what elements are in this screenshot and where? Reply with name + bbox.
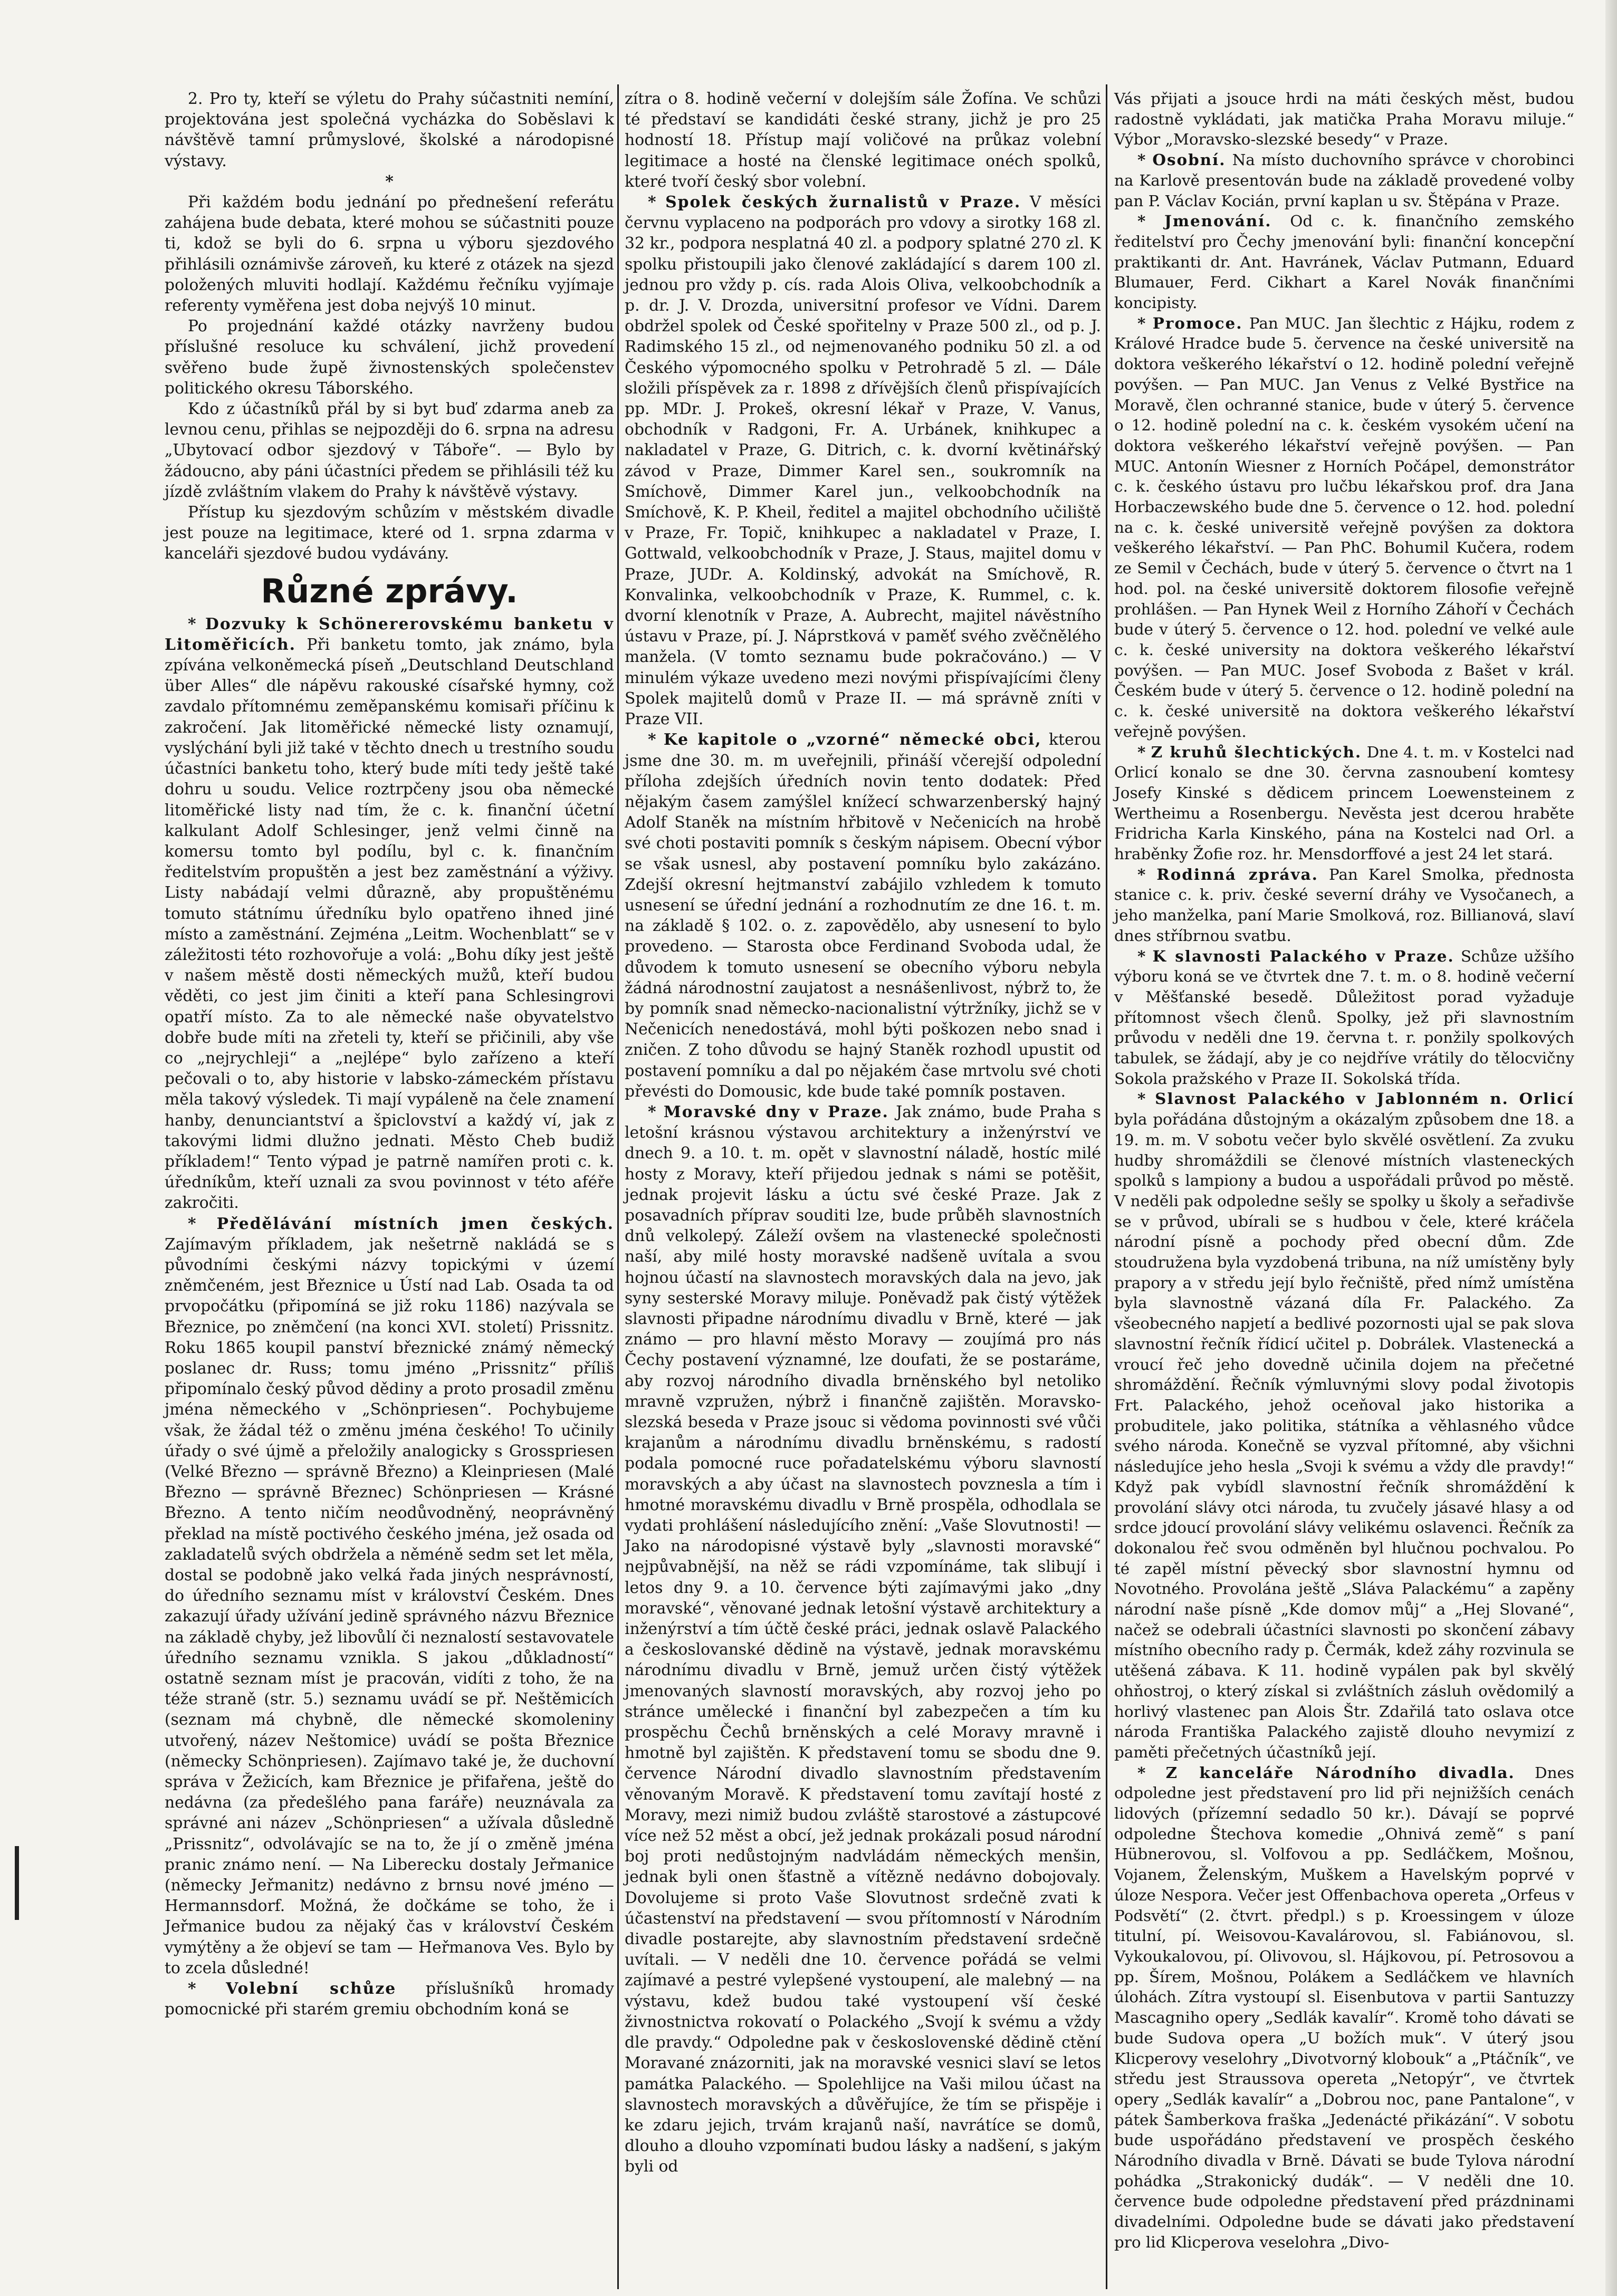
news-item bbox=[1114, 864, 1574, 946]
section-heading: Různé zprávy. bbox=[261, 571, 518, 610]
news-item bbox=[625, 729, 1101, 1102]
news-item-body: kterou jsme dne 30. m. m uveřejnili, přináší včerejší odpolední příloha zdejších úředních novin tento dodatek: Před nějakým časem zamýšlel knížecí schwarzenberský hajný Adolf Staněk na místním hřbitově v Nečenicích na hrobě své choti postaviti pomník s českým nápisem. Obecní výbor se však usnesl, aby postavení pomníku bylo zakázáno. Zdejší okresní hejtmanství zabájilo vzhledem k tomuto usnesení se úřední jednání a rozhodnutím ze dne 16. t. m. na základě § 102. o. z. zapovědělo, aby usnesení to bylo provedeno. — Starosta obce Ferdinand Svoboda udal, že důvodem k tomuto usnesení se obecního výboru nebyla žádná národnostní zaujatost a nesnášenlivost, nýbrž to, že by pomník snad německo-nacionalistní výtržníky, jichž se v Nečenicích nenedostává, mohl býti poškozen nebo snad i zničen. Z toho důvodu se hajný Staněk rozhodl upustit od postavení pomníku a dal po nějakém čase mrtvolu své choti převésti do Domousic, kde bude také pomník postaven. bbox=[625, 731, 1101, 1101]
news-item-headline: Slavnost Palackého v Jablonném n. Orlicí bbox=[1155, 1089, 1575, 1108]
separator-mark: * bbox=[385, 172, 394, 191]
news-item-headline: Jmenování. bbox=[1164, 212, 1272, 230]
news-item bbox=[1114, 150, 1574, 211]
asterisk-marker: * bbox=[188, 1980, 226, 1999]
asterisk-marker: * bbox=[648, 731, 664, 750]
news-item-headline: K slavnosti Palackého v Praze. bbox=[1152, 946, 1455, 965]
news-item-body: Dnes odpoledne jest představení pro lid při nejnižších cenách lidových (přízemní sedadlo 50 kr.). Dávají se poprvé odpoledne Štechova komedie „Ohnivá země“ s paní Hübnerovou, sl. Volfovou a pp. Sedláčkem, Mošnou, Vojanem, Želenským, Muškem a Havelským poprvé v úloze Nespora. Večer jest Offenbachova opereta „Orfeus v Podsvětí“ (2. čtvrt. předpl.) s p. Kroessingem v úloze titulní, pí. Weisovou-Kavalárovou, sl. Fabiánovou, sl. Vykoukalovou, pí. Olivovou, sl. Hájkovou, pí. Petrosovou a pp. Šírem, Mošnou, Polákem a Sedláčkem ve hlavních úlohách. Zítra vystoupí sl. Eisenbutova v partii Santuzzy Mascagniho opery „Sedlák kavalír“. Kromě toho dávati se bude Sudova opera „U božích muk“. V úterý jsou Klicperovy veselohry „Divotvorný klobouk“ a „Ptáčník“, ve středu jest Straussova opereta „Netopýr“, ve čtvrtek opery „Sedlák kavalír“ a „Dobrou noc, pane Pantalone“, v pátek Šamberkova fraška „Jedenácté přikázání“. V sobotu bude uspořádáno představení ve prospěch českého Národního divadla v Brně. Dávati se bude Tylova národní pohádka „Strakonický dudák“. — V neděli dne 10. července bude odpoledne představení před prázdninami divadelními. Odpoledne bude se dávati jako představení pro lid Klicperova veselohra „Divo- bbox=[1114, 1763, 1575, 2251]
news-item-headline: Ke kapitole o „vzorné“ německé obci, bbox=[663, 731, 1042, 750]
asterisk-marker: * bbox=[648, 193, 666, 212]
news-item-headline: Rodinná zpráva. bbox=[1156, 864, 1318, 883]
news-item-headline: Dozvuky k Schönererovskému banketu v Litoměřicích. bbox=[165, 614, 614, 654]
asterisk-marker: * bbox=[648, 1102, 664, 1121]
news-item-body: Jak známo, bude Praha s letošní krásnou výstavou architektury a inženýrství ve dnech 9. a 10. t. m. opět v slavnostní náladě, hostíc milé hosty z Moravy, kteří přijedou jednak s námi se potěšit, jednak projevit lásku a úctu své české Praze. Jak z posavadních příprav souditi lze, bude průběh slavnostních dnů velkolepý. Záleží ovšem na vlastenecké společnosti naší, aby milé hosty moravské nadšeně uvítala a svou hojnou účastí na slavnostech moravských dala na jevo, jak syny sesterské Moravy miluje. Poněvadž pak čistý výtěžek slavnosti připadne národnímu divadlu v Brně, které — jak známo — pro hlavní město Moravy — zoujímá pro nás Čechy postavení významné, lze doufati, že se postaráme, aby rozvoj národního divadla brněnského byl netoliko mravně vzpružen, nýbrž i finančně zajištěn. Moravsko-slezská beseda v Praze jsouc si vědoma povinnosti své vůči krajanům a národnímu divadlu brněnskému, s radostí podala pomocné ruce pořadatelskému výboru slavností moravských a aby účast na slavnostech povznesla a tím i hmotné moravskému divadlu v Brně prospěla, odhodlala se vydati prohlášení následujícího znění: „Vaše Slovutnosti! — Jako na národopisné výstavě byly „slavnosti moravské“ nejpůvabnější, na něž se rádi vzpomínáme, tak slibují i letos dny 9. a 10. července býti zajímavými jako „dny moravské“, věnované jednak letošní výstavě architektury a inženýrství a tím účtě české práci, jednak oslavě Palackého a českoslovanské dědině na výstavě, jednak moravskému národnímu divadlu v Brně, jemuž určen čistý výtěžek jmenovaných slavností moravských, aby rozvoj jeho po stránce umělecké i finanční byl zabezpečen a tím ku prospěchu Čechů brněnských a celé Moravy mravně i hmotně byl zajištěn. K představení tomu se sbodu dne 9. července Národní divadlo slavnostním představením věnovaným Moravě. K představení tomu zavítají hosté z Moravy, mezi nimiž budou zvláště starostové a zástupcové více než 52 měst a obcí, jež jednak prokázali posud národní boj proti nedůstojným nadvládám německých menšin, jednak byli onen šťastně a vítězně nedávno dobojovaly. Dovolujeme si proto Vaše Slovutnost srdečně zvati k účastenství na představení — svou přítomností v Národním divadle postarejte, aby slavnostním představení srdečně uvítali. — V neděli dne 10. července pořádá se velmi zajímavé a pestré vylepšené vystoupení, ale malebný — na výstavu, kdež budou také vystoupení vší české živnostnictva rokovatí o Polackého „Svojí k svému a vždy dle pravdy.“ Odpoledne pak v československé dědině ctění Moravané znázorniti, jak na moravské vesnici slaví se letos památka Palackého. — Spolehlijce na Vaši milou účast na slavnostech moravských a důvěřujíce, že tím se přispěje i ke zdaru jejich, trvám krajanů naší, navrátíce se domů, dlouho a dlouho vzpomínati budou lásky a nadšení, s jakým byli od bbox=[625, 1102, 1101, 2176]
news-item-body: Od c. k. finančního zemského ředitelství pro Čechy jmenování byli: finanční koncepční praktikanti dr. Ant. Havránek, Václav Putmann, Eduard Blumauer, Ferd. Cikhart a Karel Novák finančními koncipisty. bbox=[1114, 212, 1574, 312]
news-item-body: příslušníků hromady pomocnické při starém gremiu obchodním koná se bbox=[165, 1980, 614, 2019]
column-1 bbox=[165, 89, 614, 2020]
news-item bbox=[625, 1102, 1101, 2177]
asterisk-marker: * bbox=[1137, 150, 1153, 169]
asterisk-marker: * bbox=[1137, 864, 1157, 883]
paragraph: 2. Pro ty, kteří se výletu do Prahy súčastniti nemíní, projektována jest společná vycházka do Soběslavi k návštěvě tamní průmyslové, školské a národopisné výstavy. bbox=[165, 90, 614, 170]
paragraph: Přístup ku sjezdovým schůzím v městském divadle jest pouze na legitimace, které od 1. srpna zdarma v kanceláři sjezdové budou vydávány. bbox=[165, 503, 614, 563]
column-3 bbox=[1114, 89, 1574, 2253]
asterisk-marker: * bbox=[1137, 313, 1153, 332]
news-item-body: Pan Karel Smolka, přednosta stanice c. k. priv. české severní dráhy ve Vysočanech, a jeho manželka, paní Marie Smolková, roz. Billianová, slaví dnes stříbrnou svatbu. bbox=[1114, 865, 1575, 945]
binding-mark bbox=[15, 1846, 19, 1920]
column-divider-1 bbox=[617, 84, 619, 2289]
news-item-body: Schůze užšího výboru koná se ve čtvrtek dne 7. t. m. o 8. hodině večerní v Měšťanské besedě. Důležitost porad vyžaduje přítomnost všech členů. Spolky, jež při slavnostním průvodu v neděli dne 19. června t. r. ponžily spolkových tabulek, se žádají, aby je co nejdříve vrátily do tělocvičny Sokola pražského v Praze II. Sokolská třída. bbox=[1114, 947, 1574, 1088]
news-item bbox=[1114, 313, 1574, 742]
continued-paragraph: zítra o 8. hodině večerní v dolejším sále Žofína. Ve schůzi té představí se kandidáti české strany, jichž je pro 25 hodností 18. Přístup mají voličové na průkaz volební legitimace a hosté na členské legitimace onéch spolků, které tvoří český sbor volební. bbox=[625, 90, 1101, 191]
news-item-headline: Spolek českých žurnalistů v Praze. bbox=[665, 193, 1021, 212]
news-item bbox=[1114, 211, 1574, 313]
news-item bbox=[1114, 946, 1574, 1089]
continued-paragraph: Vás přijati a jsouce hrdi na máti českých měst, budou radostně vykládati, jak matička Praha Moravu miluje.“ Výbor „Moravsko-slezské besedy“ v Praze. bbox=[1114, 90, 1574, 149]
asterisk-marker: * bbox=[188, 1214, 217, 1233]
news-item bbox=[625, 192, 1101, 729]
news-item-headline: Volební schůze bbox=[226, 1980, 397, 1999]
page-edge bbox=[1605, 0, 1617, 2296]
news-item-body: Zajímavým příkladem, jak nešetrně nakládá se s původními českými názvy topickými v území zněmčeném, jest Březnice u Ústí nad Lab. Osada ta od prvopočátku (připomíná se již roku 1186) nazývala se Březnice, po zněmčení (na konci XVI. století) Prissnitz. Roku 1865 koupil panství březnické známý německý poslanec dr. Russ; tomu jméno „Prissnitz“ příliš připomínalo český původ dědiny a proto prosadil změnu jména německého v „Schönpriesen“. Pochybujeme však, že žádal též o změnu jména českého! To učinily úřady o své újmě a přeložily analogicky s Grosspriesen (Velké Březno — správně Březno) a Kleinpriesen (Malé Březno — správně Březnec) Schönpriesen — Krásné Březno. A tento ničím neodůvodněný, neoprávněný překlad na místě poctivého českého jména, jež osada od zakladatelů svých obdržela a něméně sedm set let měla, dostal se podobně jako velká řada jiných nesprávností, do úředního seznamu míst v království Českém. Dnes zakazují úřady užívání jedině správného názvu Březnice na základě chyby, jež libovůlí či neznalostí sestavovatele úředního seznamu vznikla. S jakou „důkladností“ ostatně seznam míst je pracován, vidíti z toho, že na téže straně (str. 5.) seznamu uvádí se př. Neštěmicích (seznam má chybně, dle německé skomoleniny utvořený, název Neštomice) uvádí se pošta Březnice (německy Schönpriesen). Zajímavo také je, že duchovní správa v Žežicích, kam Březnice je přifařena, ještě do nedávna (za předešlého pana faráře) neuznávala za správné ani název „Schönpriesen“ a užívala důsledně „Prissnitz“, odvolávajíc se na to, že jí o změně jména pranic známo není. — Na Liberecku dostaly Jeřmanice (německy Jeřmanitz) nedávno z brnsu nové jméno — Hermannsdorf. Možná, že dočkáme se toho, že i Jeřmanice budou za nějaký čas v království Českém vymýtěny a že objeví se tam — Heřmanova Ves. Bylo by to zcela důsledné! bbox=[165, 1235, 614, 1977]
news-item-body: byla pořádána důstojným a okázalým způsobem dne 18. a 19. m. m. V sobotu večer bylo skvělé osvětlení. Za zvuku hudby shromáždili se členové místních vlasteneckých spolků s lampiony a budou a uspořádali průvod po městě. V neděli pak odpoledne sešly se spolky u školy a seřadivše se v průvod, ubírali se s hudbou v čele, které kráčela národní písně a pochody před obecní dům. Zde stoudružena byla vyzdobená tribuna, na níž umístěny byly prapory a v středu její bylo řečniště, před nímž umístěna byla slavnostně vázaná díla Fr. Palackého. Za všeobecného napjetí a bedlivé pozornosti ujal se pak slova slavnostní řečník řídicí učitel p. Dobrálek. Vlastenecká a vroucí řeč jeho dovedně učinila dojem na přečetné shromáždění. Řečník výmluvnými slovy podal životopis Frt. Palackého, jehož oceňoval jako historika a probuditele, jako politika, státníka a věhlasného vůdce svého národa. Konečně se vyzval přítomné, aby všichni následujíce jeho hesla „Svoji k svému a vždy dle pravdy!“ Když pak vybídl slavnostní řečník shromáždění k provolání slávy otci národa, tu zvučely jásavé hlasy a od srdce jdoucí provolání slávy velikému oslavenci. Řečník za dokonalou řeč svou odměněn byl hlučnou pochvalou. Po té zapěl místní pěvecký sbor slavnostní hymnu od Novotného. Provolána ještě „Sláva Palackému“ a zapěny národní naše písně „Kde domov můj“ a „Hej Slované“, načež se odebrali účastníci slavnosti po skončení zábavy místního obecního rady p. Čermák, kdež záhy rozvinula se utěšená zábava. K 11. hodině vypálen pak byl skvělý ohňostroj, o který získal si zvláštních zásluh ovědomilý a horlivý vlastenec pan Alois Štr. Zdařilá tato oslava otce národa Františka Palackého zajistě dlouho nevymizí z paměti přečetných účastníků její. bbox=[1114, 1110, 1574, 1761]
news-item-headline: Moravské dny v Praze. bbox=[663, 1102, 889, 1121]
news-item-headline: Promoce. bbox=[1152, 313, 1243, 332]
news-item-headline: Z kanceláře Národního divadla. bbox=[1165, 1763, 1515, 1782]
column-divider-2 bbox=[1106, 84, 1107, 2289]
news-item-body: Pan MUC. Jan šlechtic z Hájku, rodem z Králové Hradce bude 5. července na české universitě na doktora veškerého lékařství o 12. hodině polední veřejně povýšen. — Pan MUC. Jan Venus z Velké Bystřice na Moravě, člen ochranné stanice, bude v úterý 5. července o 12. hodině polední na c. k. českém vysokém učení na doktora veškerého lékařství veřejně povýšen. — Pan MUC. Antonín Wiesner z Horních Počápel, demonstrátor c. k. českého ústavu pro lučbu lékařskou prof. dra Jana Horbaczewského bude dne 5. července o 12. hod. polední na c. k. české universitě veřejně povýšen za doktora veškerého lékařství. — Pan PhC. Bohumil Kučera, rodem ze Semil v Čechách, bude v úterý 5. července o čtvrt na 1 hod. pol. na české universitě doktorem filosofie veřejně prohlášen. — Pan Hynek Weil z Horního Záhoří v Čechách bude v úterý 5. července o 12. hod. polední ve velké aule c. k. české university na doktora veškerého lékařství povýšen. — Pan MUC. Josef Svoboda z Bašet v král. Českém bude v úterý 5. července o 12. hodině polední na c. k. české universitě na doktora veškerého lékařství veřejně povýšen. bbox=[1114, 314, 1575, 741]
news-item bbox=[165, 1214, 614, 1979]
asterisk-marker: * bbox=[1137, 742, 1151, 761]
news-item bbox=[1114, 1763, 1574, 2253]
asterisk-marker: * bbox=[1137, 212, 1164, 230]
asterisk-marker: * bbox=[1137, 1763, 1166, 1782]
column-2 bbox=[625, 89, 1101, 2177]
news-item bbox=[1114, 1089, 1574, 1762]
news-item-body: Na místo duchovního správce v chorobinci na Karlově presentován bude na základě provedené volby pan P. Václav Kocián, první kaplan u sv. Štěpána v Praze. bbox=[1114, 151, 1574, 210]
news-item-headline: Z kruhů šlechtických. bbox=[1151, 742, 1362, 761]
news-item bbox=[165, 1978, 614, 2020]
paragraph: Po projednání každé otázky navrženy budou příslušné resoluce ku schválení, jichž provedení svěřeno bude župě živnostenských společenstev politického okresu Táborského. bbox=[165, 317, 614, 398]
news-item bbox=[165, 614, 614, 1214]
news-item bbox=[1114, 742, 1574, 864]
news-item-headline: Předělávání místních jmen českých. bbox=[216, 1214, 614, 1233]
news-item-headline: Osobní. bbox=[1152, 150, 1226, 169]
news-item-body: Dne 4. t. m. v Kostelci nad Orlicí konalo se dne 30. června zasnoubení komtesy Josefy Kinské s dědicem princem Loewensteinem z Wertheimu a Rosenbergu. Nevěsta jest dcerou hraběte Fridricha Karla Kinského, pána na Kostelci nad Orl. a hraběnky Žofie roz. hr. Mensdorffové a jest 24 let stará. bbox=[1114, 743, 1575, 863]
asterisk-marker: * bbox=[1137, 1089, 1155, 1108]
asterisk-marker: * bbox=[1137, 946, 1153, 965]
news-item-body: Při banketu tomto, jak známo, byla zpívána velkoněmecká píseň „Deutschland Deutschland über Alles“ dle nápěvu rakouské císařské hymny, což zavdalo přítomnému zeměpanskému komisaři příčinu k zakročení. Jak litoměřické německé listy oznamují, vyslýchání byli již také v těchto dnech u trestního soudu účastníci banketu toho, který bude míti tedy ještě také dohru u soudu. Velice roztrpčeny jsou oba německé litoměřické listy nad tím, že c. k. finanční účetní kalkulant Adolf Schlesinger, jenž velmi činně na komersu tomto byl podílu, byl c. k. finančním ředitelstvím propuštěn a jest bez zaměstnání a výživy. Listy nabádají velmi důrazně, aby propuštěnému tomuto státnímu úředníku bylo opatřeno ihned jiné místo a zaměstnání. Zejména „Leitm. Wochenblatt“ se v záležitosti této rozhovořuje a volá: „Bohu díky jest ještě v našem městě dosti německých mužů, kteří budou věděti, co jest jim činiti a kteří pana Schlesingrovi opatří místo. Za to ale německé naše obyvatelstvo dobře bude míti na zřeteli ty, kteří se přičinili, aby vše co „nejrychleji“ a „nejlépe“ bylo zařízeno a kteří pečovali o to, aby historie v labsko-zámeckém přístavu měla takový výsledek. Ti mají vypáleně na čele znamení hanby, denunciantství a špiclovství a každý ví, jak z takovými lidmi dlužno jednati. Město Cheb budiž příkladem!“ Tento výpad je patrně namířen proti c. k. úředníkům, kteří uznali za svou povinnost v této aféře zakročiti. bbox=[165, 635, 614, 1213]
paragraph: Při každém bodu jednání po přednešení referátu zahájena bude debata, které mohou se súčastniti pouze ti, kdož se byli do 6. srpna u výboru sjezdového přihlásili oznámivše zároveň, ku které z otázek na sjezd položených mluviti hodlají. Každému řečníku vyjímaje referenty vyměřena jest doba nejvýš 10 minut. bbox=[165, 193, 614, 315]
news-item-body: V měsíci červnu vyplaceno na podporách pro vdovy a sirotky 168 zl. 32 kr., podpora nesplatná 40 zl. a podpory splatné 270 zl. K spolku přistoupili jako členové zakládající s darem 100 zl. jednou pro vždy p. cís. rada Alois Oliva, velkoobchodník a p. dr. J. V. Drozda, universitní profesor ve Vídni. Darem obdržel spolek od České spořitelny v Praze 500 zl., od p. J. Radimského 15 zl., od nejmenovaného podniku 50 zl. a od Českého výpomocného spolku v Petrohradě 5 zl. — Dále složili příspěvek za r. 1898 z dřívějších členů přispívajících pp. MDr. J. Prokeš, okresní lékař v Praze, V. Vanus, obchodník v Radgoni, Fr. A. Urbánek, knihkupec a nakladatel v Praze, G. Ditrich, c. k. dvorní květinářský závod v Praze, Dimmer Karel sen., soukromník na Smíchově, Dimmer Karel jun., velkoobchodník na Smíchově, K. P. Kheil, ředitel a majitel obchodního učiliště v Praze, Fr. Topič, knihkupec a nakladatel v Praze, I. Gottwald, velkoobchodník v Praze, J. Staus, majitel domu v Praze, JUDr. A. Koldinský, advokát na Smíchově, R. Konvalinka, velkoobchodník v Praze, K. Rummel, c. k. dvorní klenotník v Praze, A. Aubrecht, majitel návěstního ústavu v Praze, pí. J. Náprstková v paměť svého zvěčnělého manžela. (V tomto seznamu bude pokračováno.) — V minulém výkaze uvedeno mezi novými přispívajícími členy Spolek majitelů domů v Praze II. — má správně zníti v Praze VII. bbox=[625, 193, 1101, 729]
asterisk-marker: * bbox=[188, 614, 206, 633]
paragraph: Kdo z účastníků přál by si byt buď zdarma aneb za levnou cenu, přihlas se nejpozději do 6. srpna na adresu „Ubytovací odbor sjezdový v Táboře“. — Bylo by žádoucno, aby páni účastníci předem se přihlásili též ku jízdě zvláštním vlakem do Prahy k návštěvě výstavy. bbox=[165, 400, 614, 501]
